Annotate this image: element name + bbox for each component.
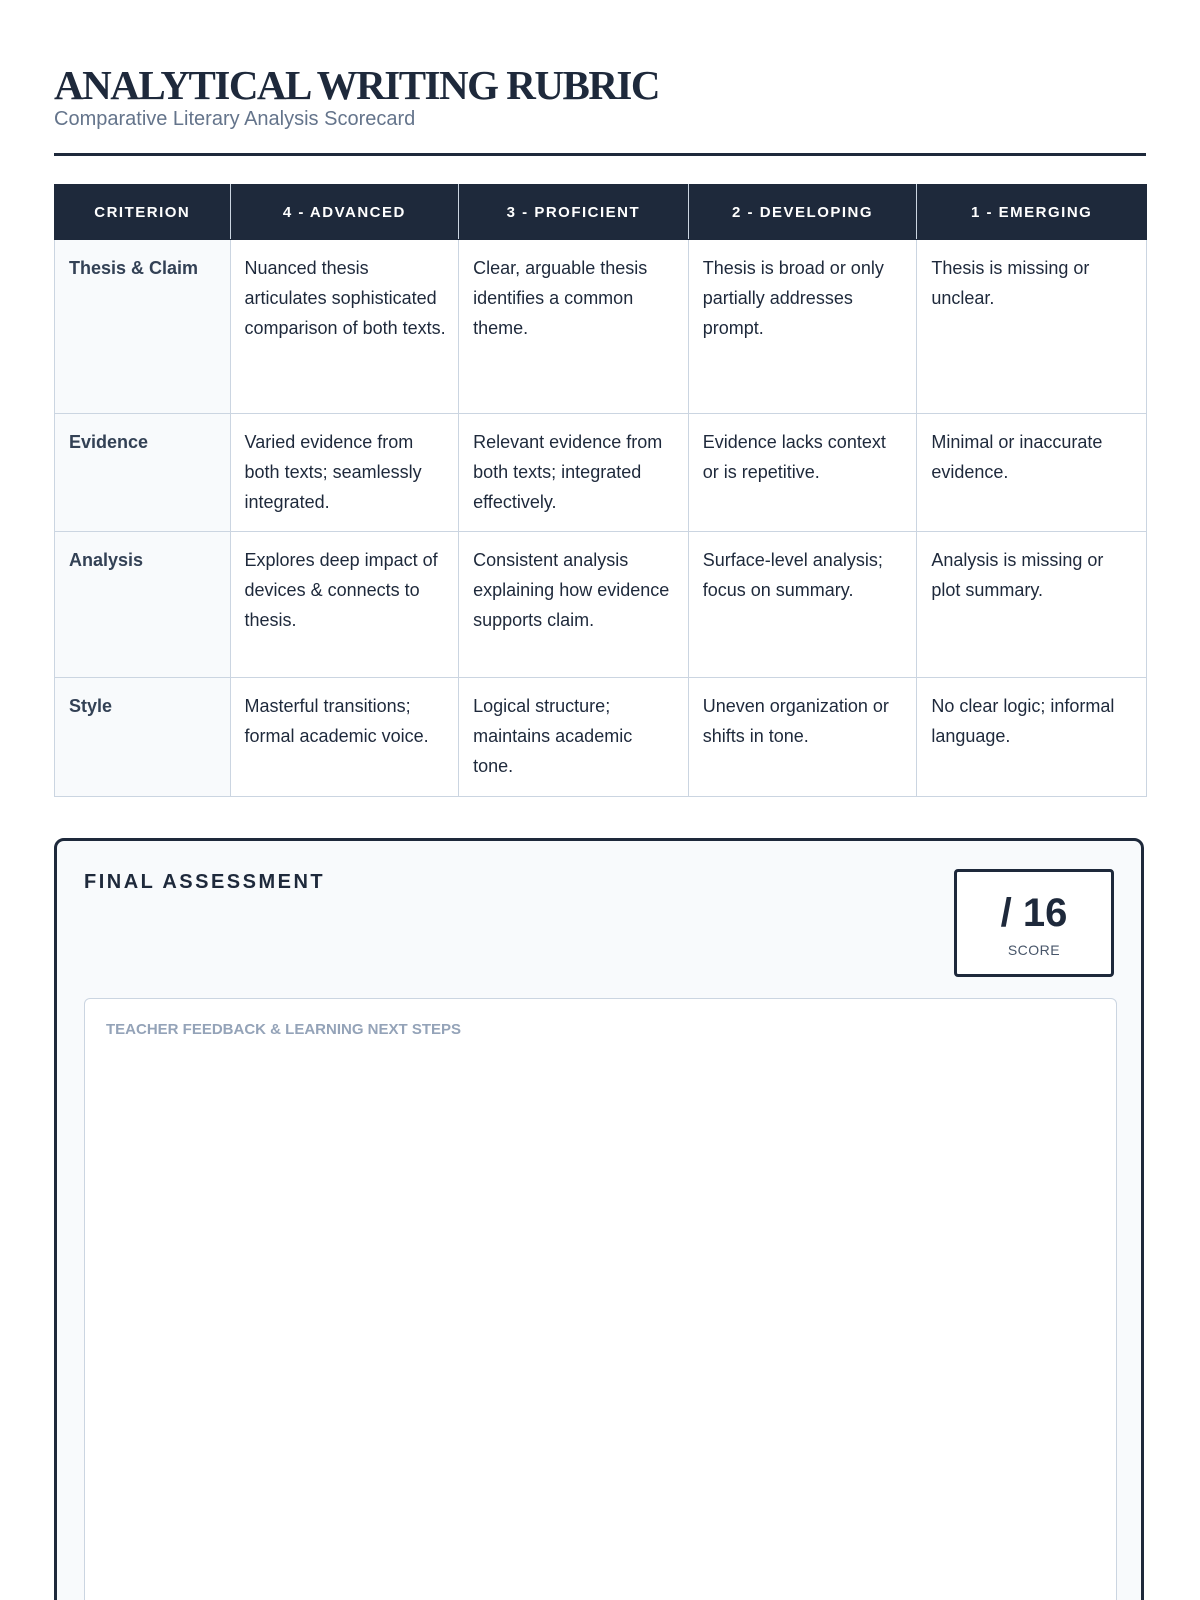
level-1-cell: Analysis is missing or plot summary. <box>917 532 1147 678</box>
level-2-cell: Evidence lacks context or is repetitive. <box>688 414 917 532</box>
score-label: SCORE <box>1007 942 1061 958</box>
level-4-cell: Nuanced thesis articulates sophisticated comparison of both texts. <box>230 240 459 414</box>
column-header-criterion: CRITERION <box>55 185 231 240</box>
column-header-emerging: 1 - EMERGING <box>917 185 1147 240</box>
rubric-row-style <box>55 678 1147 796</box>
criterion-cell: Evidence <box>55 414 231 532</box>
teacher-feedback-field[interactable] <box>84 998 1117 1600</box>
page-title: ANALYTICAL WRITING RUBRIC <box>54 62 659 108</box>
level-3-cell: Logical structure; maintains academic tone. <box>459 678 689 796</box>
score-value: / 16 <box>1000 891 1068 935</box>
criterion-cell: Style <box>55 678 231 796</box>
feedback-label: TEACHER FEEDBACK & LEARNING NEXT STEPS <box>106 1021 462 1038</box>
level-2-cell: Surface-level analysis; focus on summary. <box>688 532 917 678</box>
criterion-cell: Analysis <box>55 532 231 678</box>
rubric-row-thesis <box>55 240 1147 414</box>
level-4-cell: Masterful transitions; formal academic voice. <box>230 678 459 796</box>
criterion-cell: Thesis & Claim <box>55 240 231 414</box>
level-4-cell: Explores deep impact of devices & connects to thesis. <box>230 532 459 678</box>
column-header-proficient: 3 - PROFICIENT <box>459 185 689 240</box>
final-assessment-title: FINAL ASSESSMENT <box>84 871 326 893</box>
rubric-row-analysis <box>55 532 1147 678</box>
title-divider <box>54 153 1146 156</box>
level-1-cell: No clear logic; informal language. <box>917 678 1147 796</box>
level-2-cell: Thesis is broad or only partially addresses prompt. <box>688 240 917 414</box>
column-header-developing: 2 - DEVELOPING <box>688 185 917 240</box>
level-2-cell: Uneven organization or shifts in tone. <box>688 678 917 796</box>
final-assessment-panel <box>54 838 1144 1600</box>
score-box[interactable] <box>954 869 1114 977</box>
column-header-advanced: 4 - ADVANCED <box>230 185 459 240</box>
page-subtitle: Comparative Literary Analysis Scorecard <box>54 108 416 130</box>
level-3-cell: Clear, arguable thesis identifies a common theme. <box>459 240 689 414</box>
rubric-row-evidence <box>55 414 1147 532</box>
level-1-cell: Thesis is missing or unclear. <box>917 240 1147 414</box>
rubric-header-row <box>55 185 1147 240</box>
level-4-cell: Varied evidence from both texts; seamlessly integrated. <box>230 414 459 532</box>
rubric-table <box>54 184 1147 797</box>
level-3-cell: Consistent analysis explaining how evidence supports claim. <box>459 532 689 678</box>
level-1-cell: Minimal or inaccurate evidence. <box>917 414 1147 532</box>
level-3-cell: Relevant evidence from both texts; integrated effectively. <box>459 414 689 532</box>
